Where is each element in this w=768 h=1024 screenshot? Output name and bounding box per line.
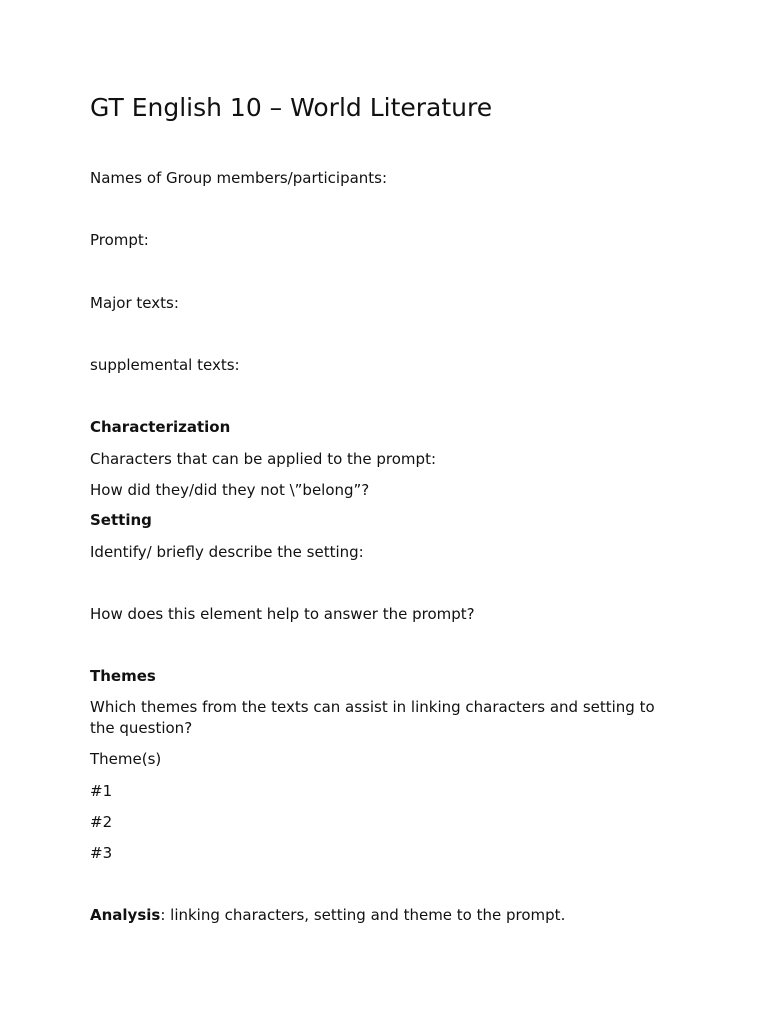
group-members-label: Names of Group members/participants: [90, 169, 388, 187]
prompt-label: Prompt: [90, 231, 149, 249]
analysis-line [90, 905, 565, 926]
setting-heading: Setting [90, 511, 152, 529]
characterization-question-2: How did they/did they not \”belong”? [90, 481, 370, 499]
characterization-heading: Characterization [90, 418, 231, 436]
analysis-heading: Analysis [90, 906, 161, 924]
themes-question: Which themes from the texts can assist in linking characters and setting to the question? [90, 698, 655, 737]
major-texts-label: Major texts: [90, 294, 179, 312]
theme-item-3: #3 [90, 844, 113, 862]
setting-question-2: How does this element help to answer the prompt? [90, 605, 475, 623]
characterization-question-1: Characters that can be applied to the prompt: [90, 450, 437, 468]
analysis-text: : linking characters, setting and theme to the prompt. [160, 906, 566, 924]
themes-label: Theme(s) [90, 750, 162, 768]
supplemental-texts-label: supplemental texts: [90, 356, 240, 374]
themes-heading: Themes [90, 667, 156, 685]
theme-item-1: #1 [90, 782, 113, 800]
document-title: GT English 10 – World Literature [90, 93, 493, 122]
theme-item-2: #2 [90, 813, 113, 831]
setting-question-1: Identify/ briefly describe the setting: [90, 543, 364, 561]
